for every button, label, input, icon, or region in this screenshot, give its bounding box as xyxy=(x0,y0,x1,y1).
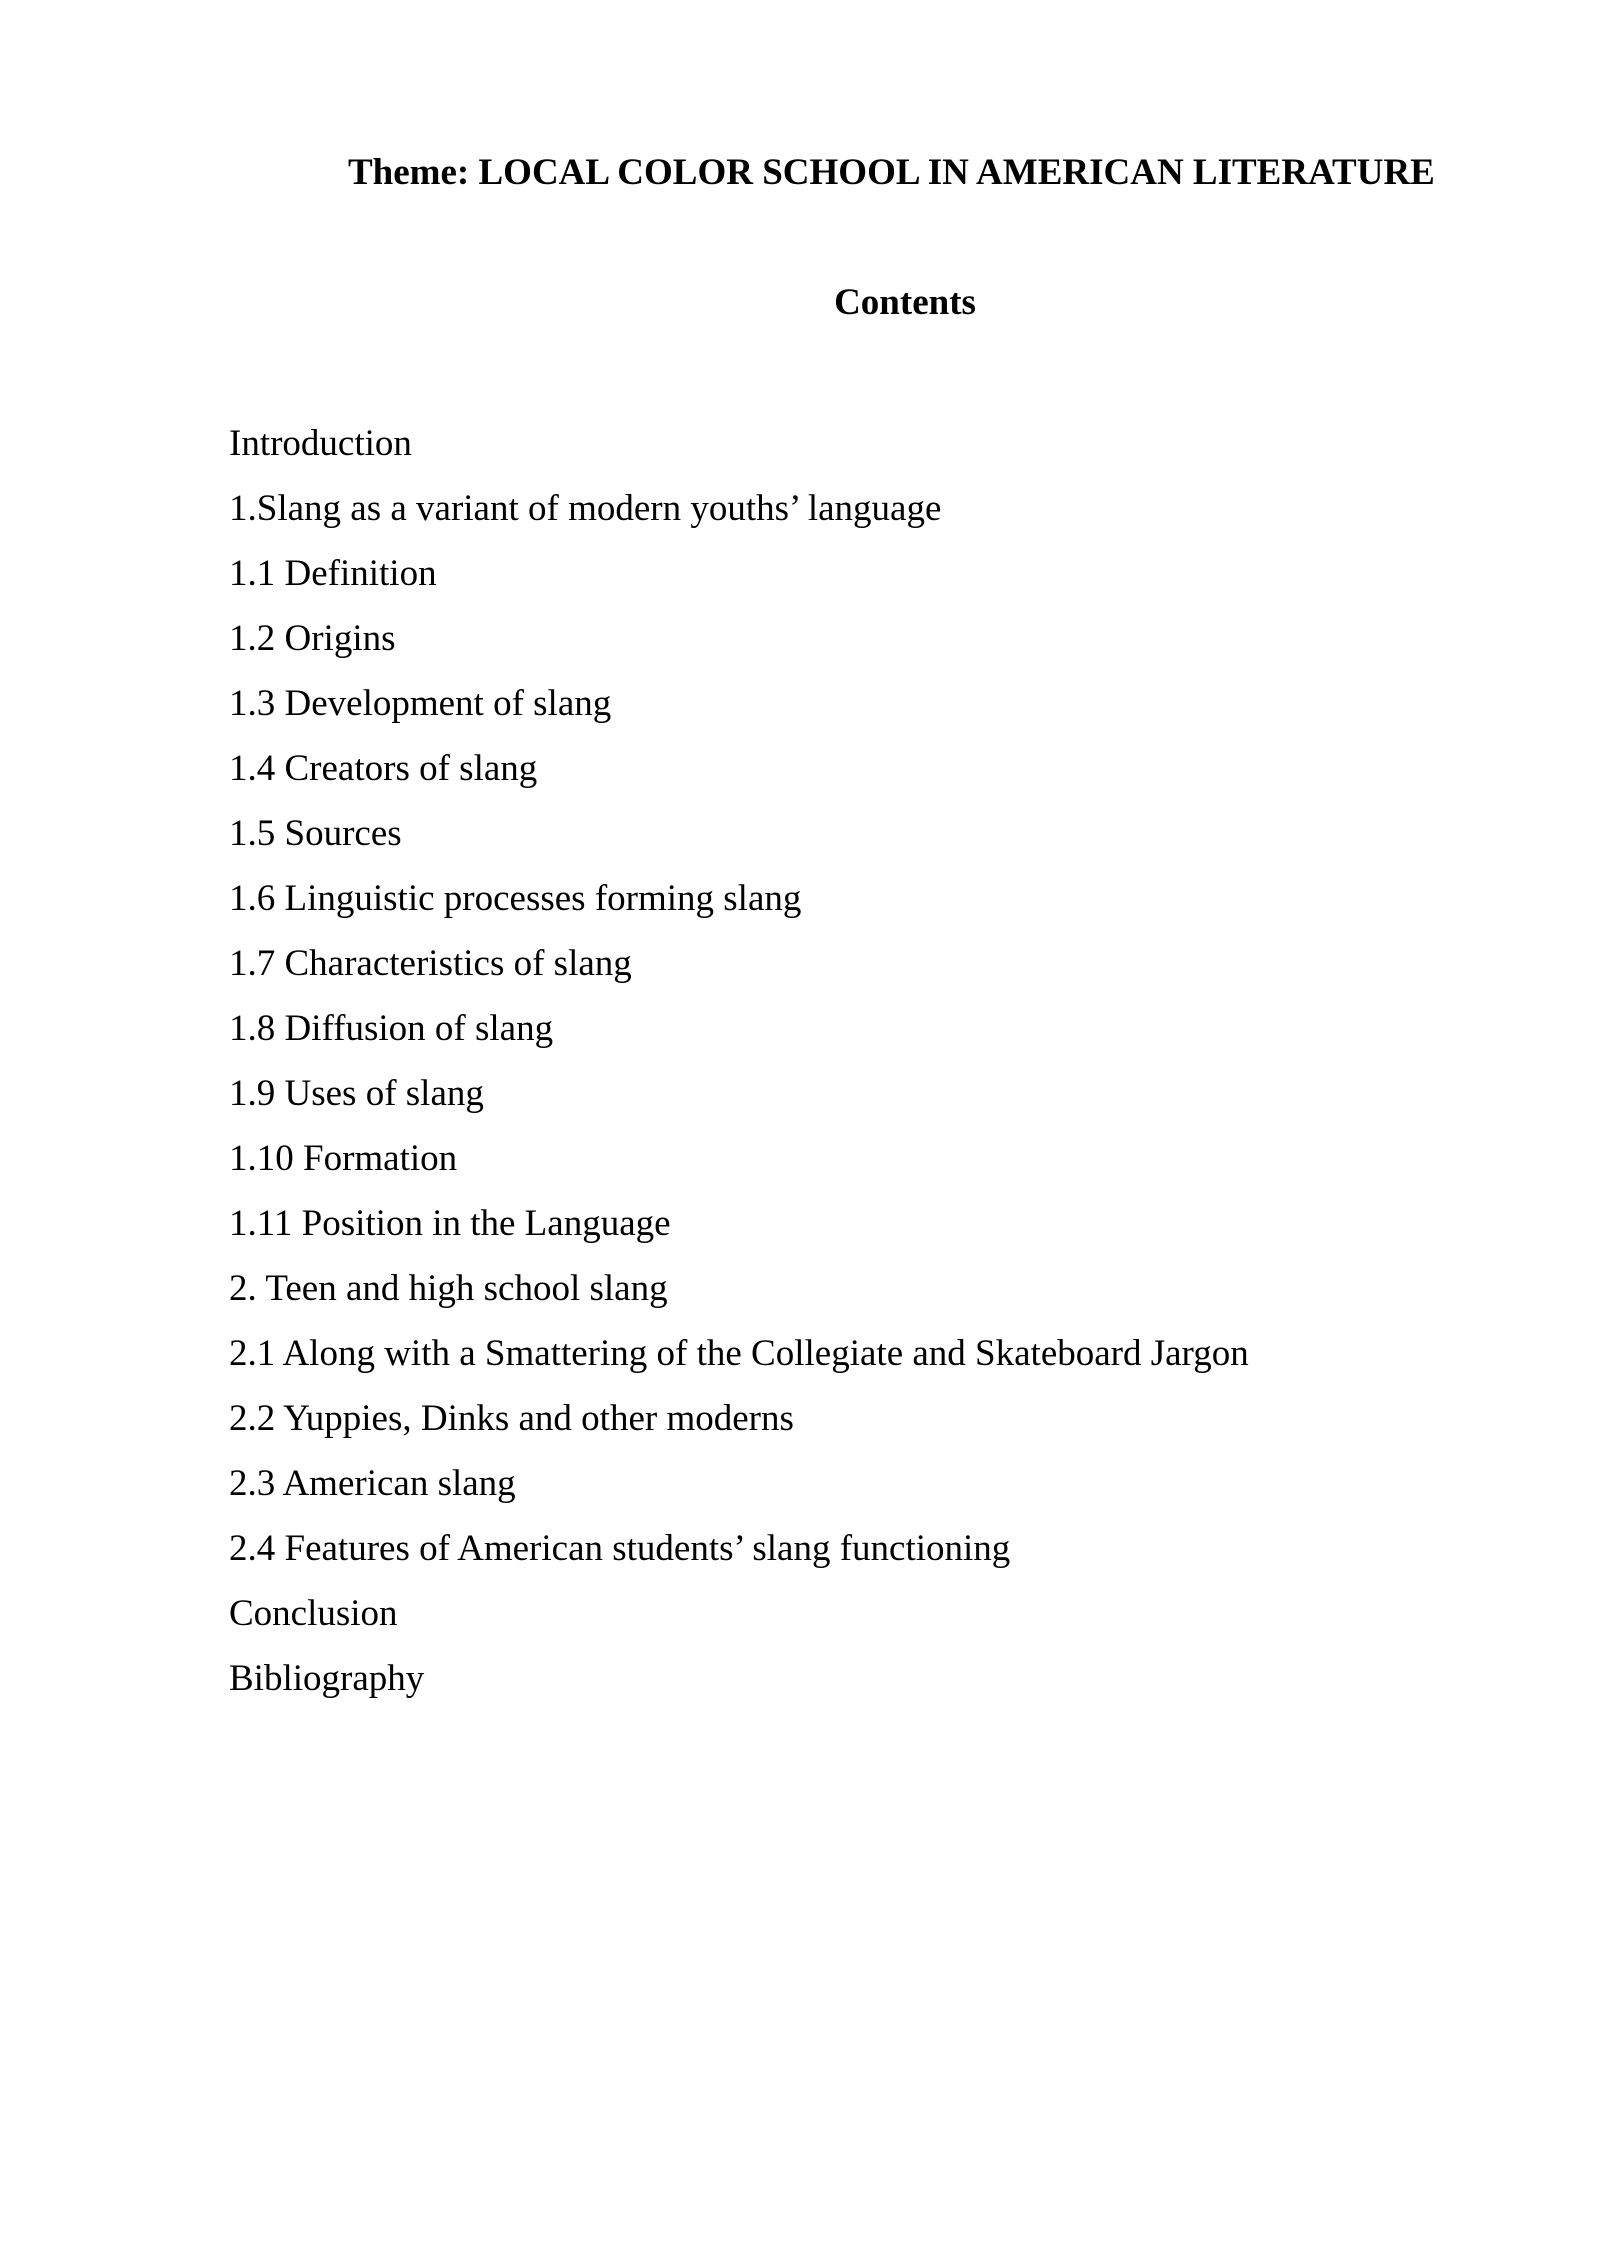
toc-item-1-9: 1.9 Uses of slang xyxy=(229,1073,484,1114)
toc-item-2: 2. Teen and high school slang xyxy=(229,1268,668,1309)
toc-item-1: 1.Slang as a variant of modern youths’ language xyxy=(229,488,942,529)
toc-item-introduction: Introduction xyxy=(229,423,412,464)
toc-item-1-3: 1.3 Development of slang xyxy=(229,683,612,724)
document-theme-title: Theme: LOCAL COLOR SCHOOL IN AMERICAN LITERATURE xyxy=(348,152,1435,193)
toc-item-1-5: 1.5 Sources xyxy=(229,813,402,854)
toc-item-1-8: 1.8 Diffusion of slang xyxy=(229,1008,554,1049)
toc-item-2-4: 2.4 Features of American students’ slang functioning xyxy=(229,1528,1011,1569)
toc-item-1-11: 1.11 Position in the Language xyxy=(229,1203,671,1244)
toc-item-2-2: 2.2 Yuppies, Dinks and other moderns xyxy=(229,1398,794,1439)
table-of-contents xyxy=(229,411,1249,1711)
toc-item-1-1: 1.1 Definition xyxy=(229,553,437,594)
toc-item-1-6: 1.6 Linguistic processes forming slang xyxy=(229,878,802,919)
toc-item-1-4: 1.4 Creators of slang xyxy=(229,748,538,789)
toc-item-1-7: 1.7 Characteristics of slang xyxy=(229,943,632,984)
toc-item-2-1: 2.1 Along with a Smattering of the Collegiate and Skateboard Jargon xyxy=(229,1333,1249,1374)
contents-heading: Contents xyxy=(834,282,976,323)
toc-item-1-2: 1.2 Origins xyxy=(229,618,396,659)
toc-item-1-10: 1.10 Formation xyxy=(229,1138,458,1179)
toc-item-2-3: 2.3 American slang xyxy=(229,1463,516,1504)
toc-item-conclusion: Conclusion xyxy=(229,1593,398,1634)
toc-item-bibliography: Bibliography xyxy=(229,1658,425,1699)
